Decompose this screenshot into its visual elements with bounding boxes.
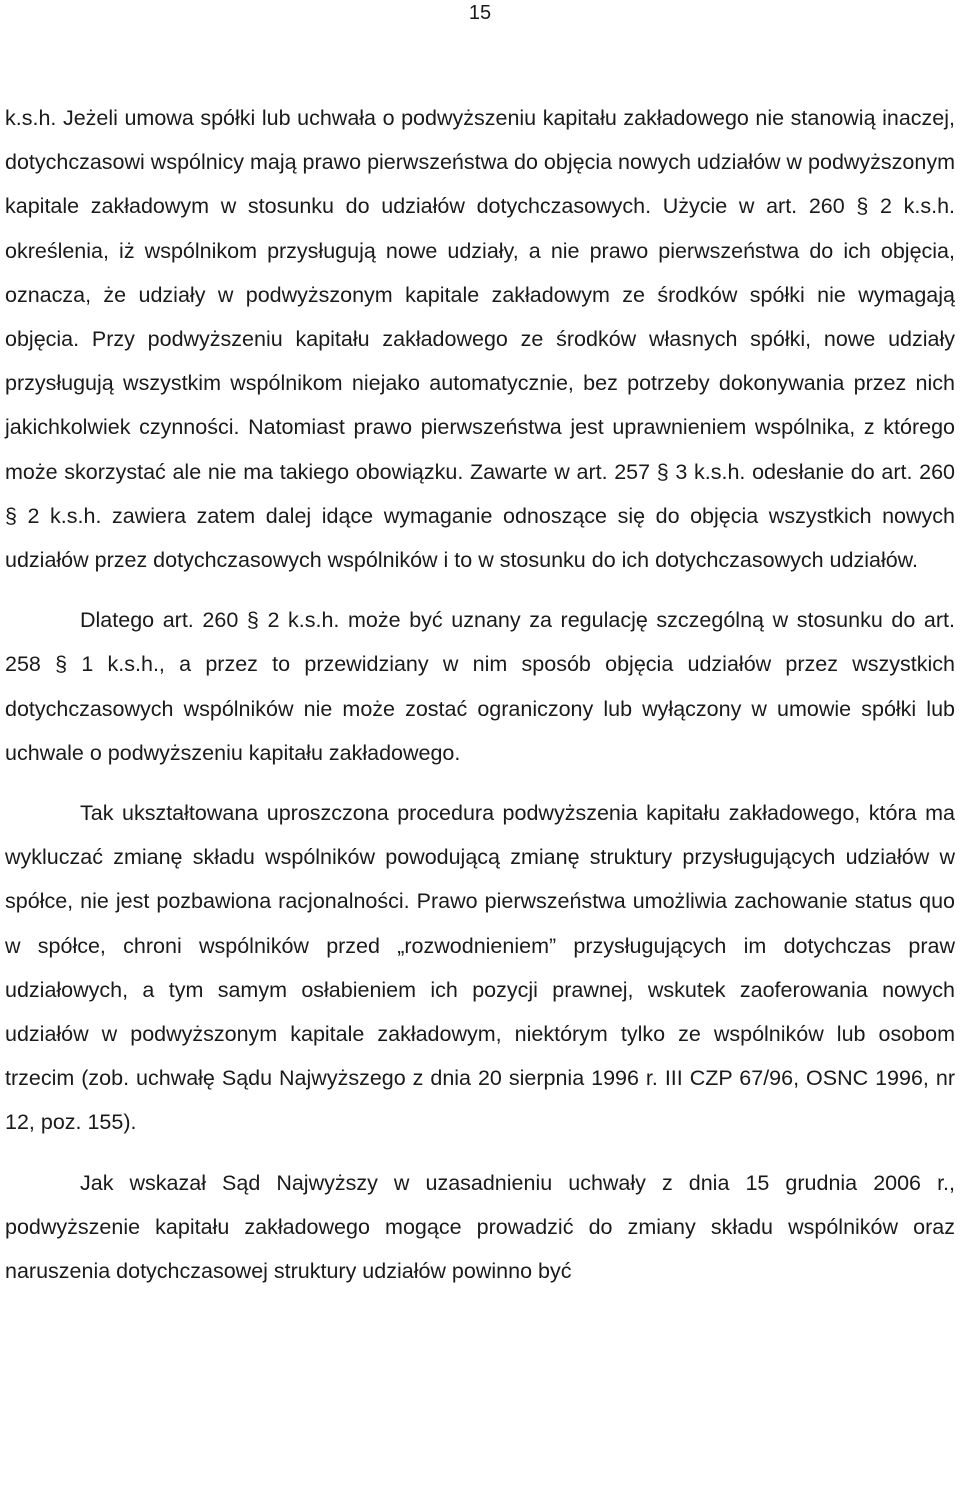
document-body bbox=[5, 96, 955, 1293]
paragraph-jak-wskazal: Jak wskazał Sąd Najwyższy w uzasadnieniu uchwały z dnia 15 grudnia 2006 r., podwyższenie kapitału zakładowego mogące prowadzić do zmiany składu wspólników oraz naruszenia dotychczasowej struktury udziałów powinno być bbox=[5, 1170, 955, 1284]
paragraph-tak: Tak ukształtowana uproszczona procedura podwyższenia kapitału zakładowego, która ma wykluczać zmianę składu wspólników powodującą zmianę struktury przysługujących udziałów w spółce, nie jest pozbawiona racjonalności. Prawo pierwszeństwa umożliwia zachowanie status quo w spółce, chroni wspólników przed „rozwodnieniem” przysługujących im dotychczas praw udziałowych, a tym samym osłabieniem ich pozycji prawnej, wskutek zaoferowania nowych udziałów w podwyższonym kapitale zakładowym, niektórym tylko ze wspólników lub osobom trzecim (zob. uchwałę Sądu Najwyższego z dnia 20 sierpnia 1996 r. III CZP 67/96, OSNC 1996, nr 12, poz. 155). bbox=[5, 801, 955, 1135]
paragraph-continuation: k.s.h. Jeżeli umowa spółki lub uchwała o podwyższeniu kapitału zakładowego nie stanowią inaczej, dotychczasowi wspólnicy mają prawo pierwszeństwa do objęcia nowych udziałów w podwyższonym kapitale zakładowym w stosunku do udziałów dotychczasowych. Użycie w art. 260 § 2 k.s.h. określenia, iż wspólnikom przysługują nowe udziały, a nie prawo pierwszeństwa do ich objęcia, oznacza, że udziały w podwyższonym kapitale zakładowym ze środków spółki nie wymagają objęcia. Przy podwyższeniu kapitału zakładowego ze środków własnych spółki, nowe udziały przysługują wszystkim wspólnikom niejako automatycznie, bez potrzeby dokonywania przez nich jakichkolwiek czynności. Natomiast prawo pierwszeństwa jest uprawnieniem wspólnika, z którego może skorzystać ale nie ma takiego obowiązku. Zawarte w art. 257 § 3 k.s.h. odesłanie do art. 260 § 2 k.s.h. zawiera zatem dalej idące wymaganie odnoszące się do objęcia wszystkich nowych udziałów przez dotychczasowych wspólników i to w stosunku do ich dotychczasowych udziałów. bbox=[5, 106, 956, 573]
paragraph-dlatego: Dlatego art. 260 § 2 k.s.h. może być uznany za regulację szczególną w stosunku do art. 258 § 1 k.s.h., a przez to przewidziany w nim sposób objęcia udziałów przez wszystkich dotychczasowych wspólników nie może zostać ograniczony lub wyłączony w umowie spółki lub uchwale o podwyższeniu kapitału zakładowego. bbox=[5, 608, 955, 765]
page-number: 15 bbox=[468, 2, 492, 24]
